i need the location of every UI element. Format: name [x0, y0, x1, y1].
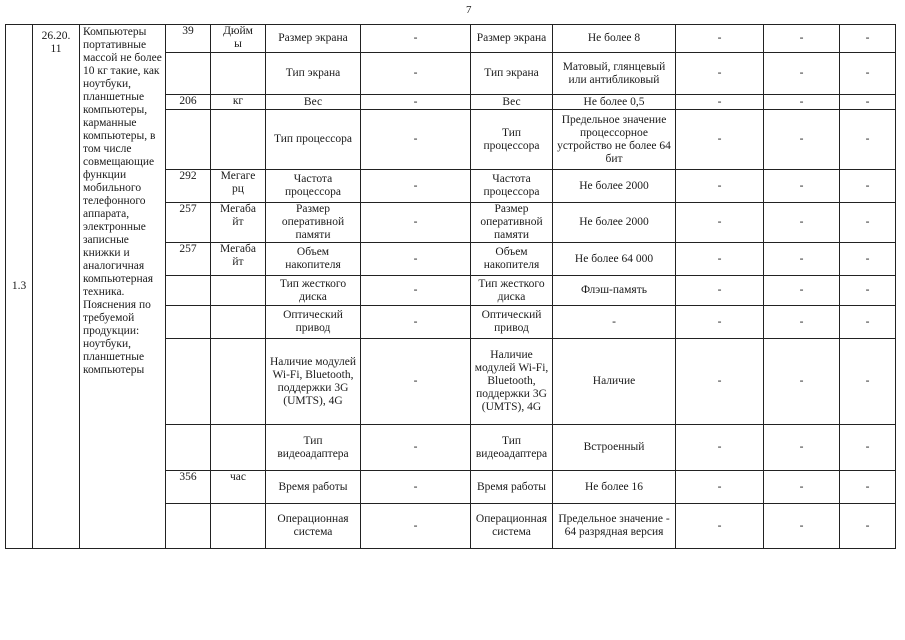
extra-col-2: -	[764, 243, 840, 276]
extra-col-3: -	[840, 339, 896, 425]
extra-col-3: -	[840, 170, 896, 203]
characteristic-approved: Оптический привод	[471, 306, 553, 339]
unit-code	[166, 425, 211, 471]
extra-col-2: -	[764, 504, 840, 549]
value-approved: Флэш-память	[553, 276, 676, 306]
extra-col-2: -	[764, 306, 840, 339]
char-value: -	[361, 471, 471, 504]
characteristic: Тип экрана	[266, 53, 361, 95]
extra-col-2: -	[764, 170, 840, 203]
unit-name	[211, 504, 266, 549]
characteristic: Операционная система	[266, 504, 361, 549]
char-value: -	[361, 306, 471, 339]
extra-col-1: -	[676, 203, 764, 243]
spec-table	[5, 24, 896, 549]
characteristic: Тип жесткого диска	[266, 276, 361, 306]
extra-col-2: -	[764, 425, 840, 471]
value-approved: Предельное значение - 64 разрядная версия	[553, 504, 676, 549]
char-value: -	[361, 425, 471, 471]
characteristic: Размер оперативной памяти	[266, 203, 361, 243]
char-value: -	[361, 25, 471, 53]
unit-name	[211, 276, 266, 306]
value-approved: Не более 16	[553, 471, 676, 504]
extra-col-3: -	[840, 110, 896, 170]
extra-col-1: -	[676, 504, 764, 549]
char-value: -	[361, 53, 471, 95]
extra-col-3: -	[840, 95, 896, 110]
characteristic-approved: Время работы	[471, 471, 553, 504]
unit-name	[211, 425, 266, 471]
table-row	[6, 25, 896, 53]
value-approved: Не более 2000	[553, 170, 676, 203]
characteristic: Тип процессора	[266, 110, 361, 170]
value-approved: Не более 8	[553, 25, 676, 53]
characteristic: Вес	[266, 95, 361, 110]
characteristic-approved: Тип жесткого диска	[471, 276, 553, 306]
char-value: -	[361, 243, 471, 276]
page-number: 7	[466, 4, 472, 16]
extra-col-3: -	[840, 53, 896, 95]
char-value: -	[361, 95, 471, 110]
item-index: 1.3	[6, 25, 33, 549]
extra-col-1: -	[676, 95, 764, 110]
unit-name: Дюйм ы	[211, 25, 266, 53]
characteristic-approved: Тип экрана	[471, 53, 553, 95]
characteristic-approved: Размер экрана	[471, 25, 553, 53]
characteristic-approved: Размер оперативной памяти	[471, 203, 553, 243]
extra-col-3: -	[840, 471, 896, 504]
extra-col-1: -	[676, 25, 764, 53]
unit-name: час	[211, 471, 266, 504]
extra-col-3: -	[840, 306, 896, 339]
extra-col-1: -	[676, 306, 764, 339]
extra-col-1: -	[676, 425, 764, 471]
unit-code	[166, 276, 211, 306]
unit-code	[166, 504, 211, 549]
unit-name	[211, 110, 266, 170]
unit-name	[211, 339, 266, 425]
unit-code	[166, 339, 211, 425]
characteristic-approved: Наличие модулей Wi-Fi, Bluetooth, поддержки 3G (UMTS), 4G	[471, 339, 553, 425]
unit-code: 257	[166, 243, 211, 276]
char-value: -	[361, 203, 471, 243]
extra-col-2: -	[764, 276, 840, 306]
extra-col-1: -	[676, 276, 764, 306]
unit-name: Мегаба йт	[211, 203, 266, 243]
characteristic: Объем накопителя	[266, 243, 361, 276]
extra-col-1: -	[676, 243, 764, 276]
unit-name	[211, 53, 266, 95]
characteristic: Время работы	[266, 471, 361, 504]
extra-col-3: -	[840, 276, 896, 306]
extra-col-3: -	[840, 243, 896, 276]
characteristic-approved: Объем накопителя	[471, 243, 553, 276]
extra-col-1: -	[676, 110, 764, 170]
unit-code: 206	[166, 95, 211, 110]
characteristic: Тип видеоадаптера	[266, 425, 361, 471]
extra-col-1: -	[676, 339, 764, 425]
unit-name: Мегаба йт	[211, 243, 266, 276]
okpd-code: 26.20. 11	[33, 25, 80, 549]
characteristic: Частота процессора	[266, 170, 361, 203]
extra-col-2: -	[764, 203, 840, 243]
characteristic-approved: Операционная система	[471, 504, 553, 549]
extra-col-3: -	[840, 203, 896, 243]
extra-col-1: -	[676, 53, 764, 95]
char-value: -	[361, 339, 471, 425]
item-description: Компьютеры портативные массой не более 10 кг такие, как ноутбуки, планшетные компьютеры, карманные компьютеры, в том числе совмещающие функции мобильного телефонного аппарата, электронные записные книжки и аналогичная компьютерная техника. Пояснения по требуемой продукции: ноутбуки, планшетные компьютеры	[80, 25, 166, 549]
extra-col-2: -	[764, 110, 840, 170]
extra-col-2: -	[764, 95, 840, 110]
extra-col-2: -	[764, 53, 840, 95]
unit-code: 356	[166, 471, 211, 504]
characteristic: Размер экрана	[266, 25, 361, 53]
char-value: -	[361, 504, 471, 549]
char-value: -	[361, 170, 471, 203]
extra-col-3: -	[840, 25, 896, 53]
extra-col-1: -	[676, 471, 764, 504]
extra-col-2: -	[764, 471, 840, 504]
char-value: -	[361, 276, 471, 306]
extra-col-2: -	[764, 339, 840, 425]
unit-code	[166, 306, 211, 339]
value-approved: Наличие	[553, 339, 676, 425]
unit-code	[166, 53, 211, 95]
characteristic-approved: Вес	[471, 95, 553, 110]
value-approved: Предельное значение процессорное устройство не более 64 бит	[553, 110, 676, 170]
extra-col-3: -	[840, 425, 896, 471]
unit-code: 257	[166, 203, 211, 243]
char-value: -	[361, 110, 471, 170]
extra-col-1: -	[676, 170, 764, 203]
extra-col-3: -	[840, 504, 896, 549]
value-approved: Не более 0,5	[553, 95, 676, 110]
value-approved: Встроенный	[553, 425, 676, 471]
unit-name	[211, 306, 266, 339]
value-approved: Не более 2000	[553, 203, 676, 243]
characteristic: Наличие модулей Wi-Fi, Bluetooth, поддержки 3G (UMTS), 4G	[266, 339, 361, 425]
unit-code: 39	[166, 25, 211, 53]
value-approved: -	[553, 306, 676, 339]
value-approved: Матовый, глянцевый или антибликовый	[553, 53, 676, 95]
unit-code	[166, 110, 211, 170]
characteristic-approved: Частота процессора	[471, 170, 553, 203]
extra-col-2: -	[764, 25, 840, 53]
unit-name: Мегаге рц	[211, 170, 266, 203]
unit-name: кг	[211, 95, 266, 110]
characteristic-approved: Тип процессора	[471, 110, 553, 170]
characteristic-approved: Тип видеоадаптера	[471, 425, 553, 471]
value-approved: Не более 64 000	[553, 243, 676, 276]
characteristic: Оптический привод	[266, 306, 361, 339]
unit-code: 292	[166, 170, 211, 203]
